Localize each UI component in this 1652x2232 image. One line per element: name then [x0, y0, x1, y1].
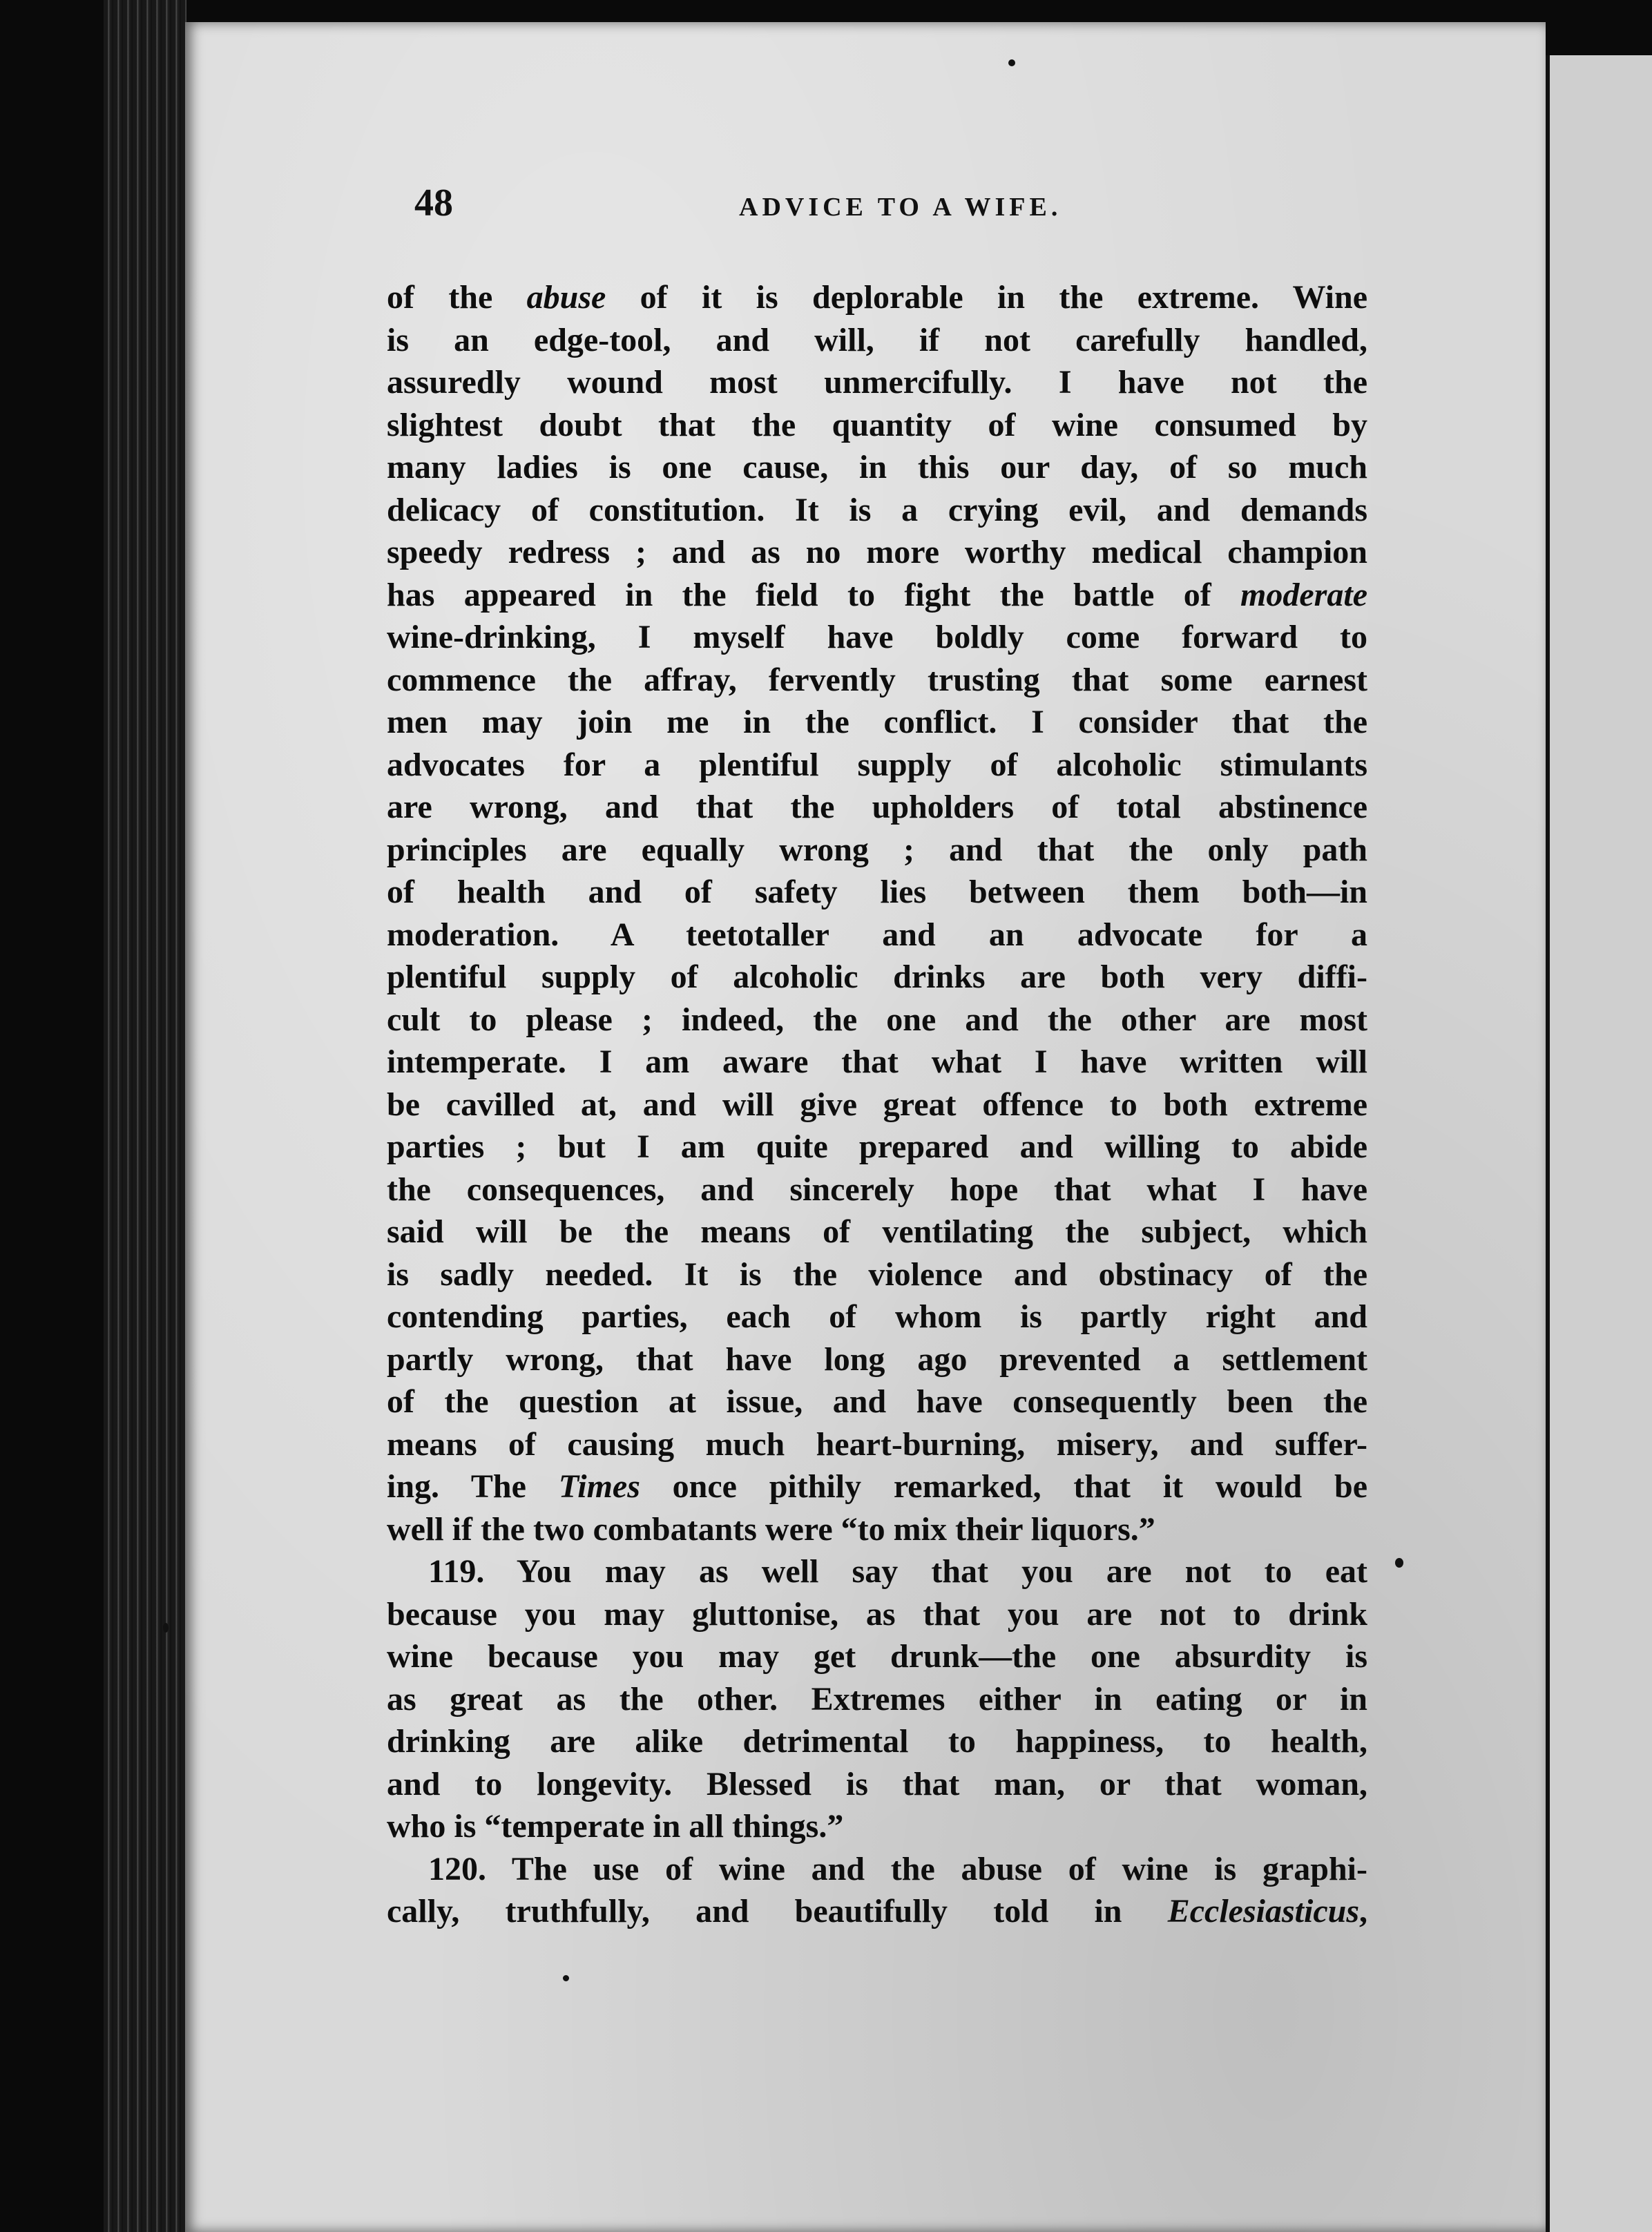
text-line	[387, 829, 1367, 872]
text-line	[387, 361, 1367, 404]
text-line	[387, 1211, 1367, 1253]
text-line	[387, 786, 1367, 829]
line-text: many ladies is one cause, in this our day, of so much	[387, 449, 1367, 485]
line-text: partly wrong, that have long ago prevented a settlement	[387, 1340, 1367, 1378]
scan-speck	[1395, 1558, 1403, 1568]
page-header	[414, 181, 1381, 236]
page-number: 48	[414, 182, 453, 224]
line-text: delicacy of constitution. It is a crying evil, and demands	[387, 491, 1367, 528]
line-text: is sadly needed. It is the violence and obstinacy of the	[387, 1256, 1367, 1293]
line-text: once pithily remarked, that it would be	[640, 1468, 1367, 1505]
text-line	[387, 1041, 1367, 1084]
text-line	[387, 914, 1367, 956]
text-line	[387, 276, 1367, 319]
line-text: wine-drinking, I myself have boldly come forward to	[387, 619, 1367, 655]
line-text: assuredly wound most unmercifully. I have not the	[387, 364, 1367, 401]
line-text: be cavilled at, and will give great offence to both extreme	[387, 1086, 1367, 1123]
line-text: slightest doubt that the quantity of wine consumed by	[387, 406, 1367, 443]
line-text: ing. The	[387, 1468, 559, 1505]
text-line	[387, 999, 1367, 1041]
text-line	[387, 404, 1367, 447]
line-text: commence the affray, fervently trusting that some earnest	[387, 661, 1367, 698]
text-line	[387, 701, 1367, 744]
text-line	[387, 531, 1367, 574]
text-line	[387, 956, 1367, 999]
text-line	[387, 489, 1367, 532]
text-line	[387, 1296, 1367, 1338]
text-line	[387, 574, 1367, 617]
text-line	[387, 1678, 1367, 1721]
line-text: speedy redress ; and as no more worthy medical champion	[387, 534, 1367, 570]
line-text: advocates for a plentiful supply of alcoholic stimulants	[387, 746, 1367, 783]
line-text: means of causing much heart-burning, misery, and suffer-	[387, 1425, 1367, 1463]
text-line	[387, 1890, 1367, 1933]
italic-word: Ecclesiasticus	[1167, 1893, 1359, 1930]
line-text: and to longevity. Blessed is that man, or that woman,	[387, 1765, 1367, 1802]
text-line	[387, 1720, 1367, 1763]
facing-page-edge	[1546, 55, 1652, 2232]
book-page-edges	[104, 0, 186, 2232]
text-line	[387, 1380, 1367, 1423]
line-text: as great as the other. Extremes either in eating or in	[387, 1680, 1367, 1718]
text-line	[387, 1126, 1367, 1168]
line-text: 120. The use of wine and the abuse of wine is graphi-	[428, 1850, 1367, 1887]
scan-speck	[163, 1623, 169, 1633]
line-text: plentiful supply of alcoholic drinks are both very diffi-	[387, 959, 1367, 995]
line-text: who is “temperate in all things.”	[387, 1808, 844, 1845]
line-text: principles are equally wrong ; and that the only path	[387, 831, 1367, 868]
line-text: cult to please ; indeed, the one and the other are most	[387, 1001, 1367, 1038]
line-text: of the question at issue, and have consequently been the	[387, 1383, 1367, 1420]
line-text: well if the two combatants were “to mix their liquors.”	[387, 1510, 1155, 1548]
text-line	[387, 1508, 1367, 1551]
line-text: of the	[387, 279, 527, 316]
italic-word: moderate	[1240, 576, 1367, 613]
text-line	[387, 446, 1367, 489]
text-line	[387, 616, 1367, 659]
scan-speck	[1008, 59, 1015, 66]
line-text: ,	[1359, 1893, 1367, 1930]
line-text: because you may gluttonise, as that you are not to drink	[387, 1595, 1367, 1633]
text-line	[387, 319, 1367, 362]
line-text: drinking are alike detrimental to happiness, to health,	[387, 1723, 1367, 1760]
line-text: parties ; but I am quite prepared and willing to abide	[387, 1128, 1367, 1165]
text-line	[387, 1253, 1367, 1296]
running-head: ADVICE TO A WIFE.	[739, 193, 1062, 222]
line-text: men may join me in the conflict. I consider that the	[387, 704, 1367, 740]
text-line	[387, 1084, 1367, 1126]
line-text: intemperate. I am aware that what I have written will	[387, 1043, 1367, 1080]
line-text: are wrong, and that the upholders of total abstinence	[387, 789, 1367, 825]
text-line	[387, 1805, 1367, 1848]
text-line	[387, 871, 1367, 914]
line-text: 119. You may as well say that you are not to eat	[428, 1553, 1367, 1590]
text-line	[387, 1465, 1367, 1508]
line-text: of health and of safety lies between them both—in	[387, 874, 1367, 910]
italic-word: Times	[558, 1468, 640, 1505]
line-text: said will be the means of ventilating the subject, which	[387, 1213, 1367, 1250]
line-text: moderation. A teetotaller and an advocate for a	[387, 916, 1367, 953]
text-line	[387, 1338, 1367, 1381]
text-line	[387, 1635, 1367, 1678]
italic-word: abuse	[526, 279, 606, 316]
text-line	[387, 1848, 1367, 1891]
line-text: the consequences, and sincerely hope that what I have	[387, 1171, 1367, 1208]
text-line	[387, 744, 1367, 787]
text-line	[387, 1168, 1367, 1211]
text-line	[387, 659, 1367, 702]
line-text: is an edge-tool, and will, if not carefully handled,	[387, 321, 1367, 358]
scan-speck	[563, 1975, 569, 1981]
line-text: contending parties, each of whom is partly right and	[387, 1298, 1367, 1335]
text-line	[387, 1593, 1367, 1636]
line-text: cally, truthfully, and beautifully told in	[387, 1893, 1168, 1930]
body-text	[387, 276, 1367, 1933]
line-text: has appeared in the field to fight the battle of	[387, 576, 1241, 613]
line-text: of it is deplorable in the extreme. Wine	[606, 279, 1367, 316]
text-line	[387, 1763, 1367, 1806]
line-text: wine because you may get drunk—the one absurdity is	[387, 1638, 1367, 1675]
text-line	[387, 1423, 1367, 1466]
text-line	[387, 1550, 1367, 1593]
